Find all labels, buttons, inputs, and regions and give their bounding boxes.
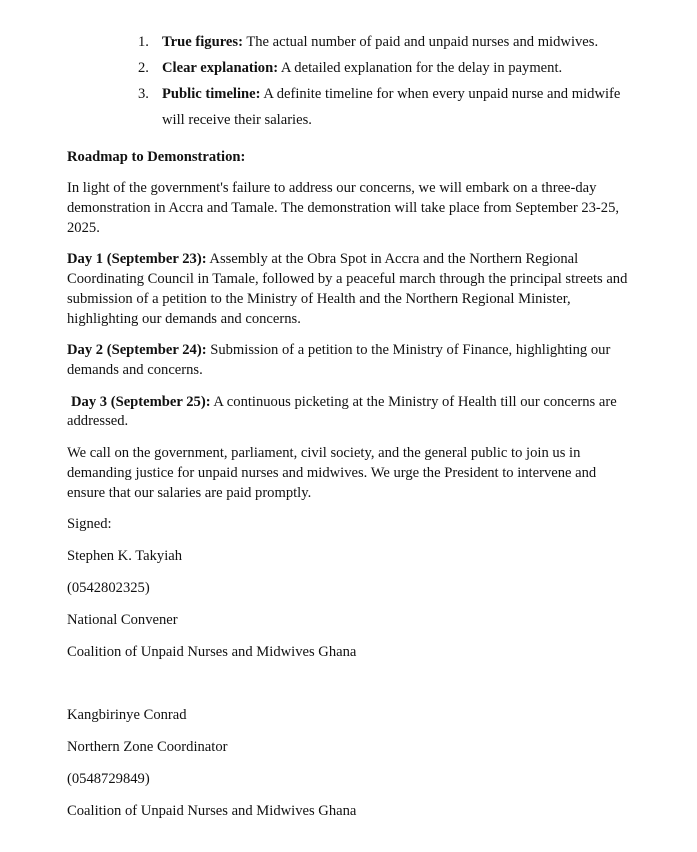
paragraph-line: highlighting our demands and concerns. — [67, 311, 301, 327]
paragraph-line: A continuous picketing at the Ministry of Health till our concerns are — [213, 394, 617, 410]
paragraph-line: 2025. — [67, 220, 100, 236]
paragraph-line: addressed. — [67, 413, 129, 429]
paragraph-line: submission of a petition to the Ministry of Health and the Northern Regional Minister, — [67, 291, 571, 307]
paragraph-line: In light of the government's failure to address our concerns, we will embark on a three-day — [67, 180, 597, 196]
list-item-label: Clear explanation: — [162, 60, 279, 76]
paragraph-line: demands and concerns. — [67, 362, 203, 378]
paragraph-line: ensure that our salaries are paid promptly. — [67, 485, 312, 501]
list-number: 3. — [138, 86, 149, 102]
signatory-phone: (0542802325) — [67, 580, 150, 596]
paragraph-line: demonstration in Accra and Tamale. The demonstration will take place from September 23-25, — [67, 200, 620, 216]
paragraph-line: Submission of a petition to the Ministry of Finance, highlighting our — [210, 342, 611, 358]
paragraph-line: demanding justice for unpaid nurses and midwives. We urge the President to intervene and — [67, 465, 597, 481]
day3-label: Day 3 (September 25): — [71, 394, 211, 410]
list-number: 1. — [138, 34, 149, 50]
list-number: 2. — [138, 60, 149, 76]
day1-label: Day 1 (September 23): — [67, 251, 207, 267]
list-item-continuation: will receive their salaries. — [162, 112, 312, 128]
paragraph-line: We call on the government, parliament, civil society, and the general public to join us in — [67, 445, 581, 461]
signatory-org: Coalition of Unpaid Nurses and Midwives Ghana — [67, 644, 357, 660]
paragraph-line: Coordinating Council in Tamale, followed by a peaceful march through the principal streets and — [67, 271, 628, 287]
list-item-text: A definite timeline for when every unpaid nurse and midwife — [263, 86, 621, 102]
list-item-text: The actual number of paid and unpaid nurses and midwives. — [246, 34, 599, 50]
signatory-title: Northern Zone Coordinator — [67, 739, 228, 755]
list-item-text: A detailed explanation for the delay in payment. — [280, 60, 563, 76]
day2-label: Day 2 (September 24): — [67, 342, 207, 358]
signatory-phone: (0548729849) — [67, 771, 150, 787]
signatory-title: National Convener — [67, 612, 178, 628]
signatory-name: Kangbirinye Conrad — [67, 707, 187, 723]
list-item-label: Public timeline: — [162, 86, 261, 102]
list-item-label: True figures: — [162, 34, 243, 50]
signatory-name: Stephen K. Takyiah — [67, 548, 183, 564]
signatory-org: Coalition of Unpaid Nurses and Midwives Ghana — [67, 803, 357, 819]
signed-label: Signed: — [67, 516, 112, 532]
roadmap-heading: Roadmap to Demonstration: — [67, 149, 246, 165]
paragraph-line: Assembly at the Obra Spot in Accra and the Northern Regional — [209, 251, 579, 267]
